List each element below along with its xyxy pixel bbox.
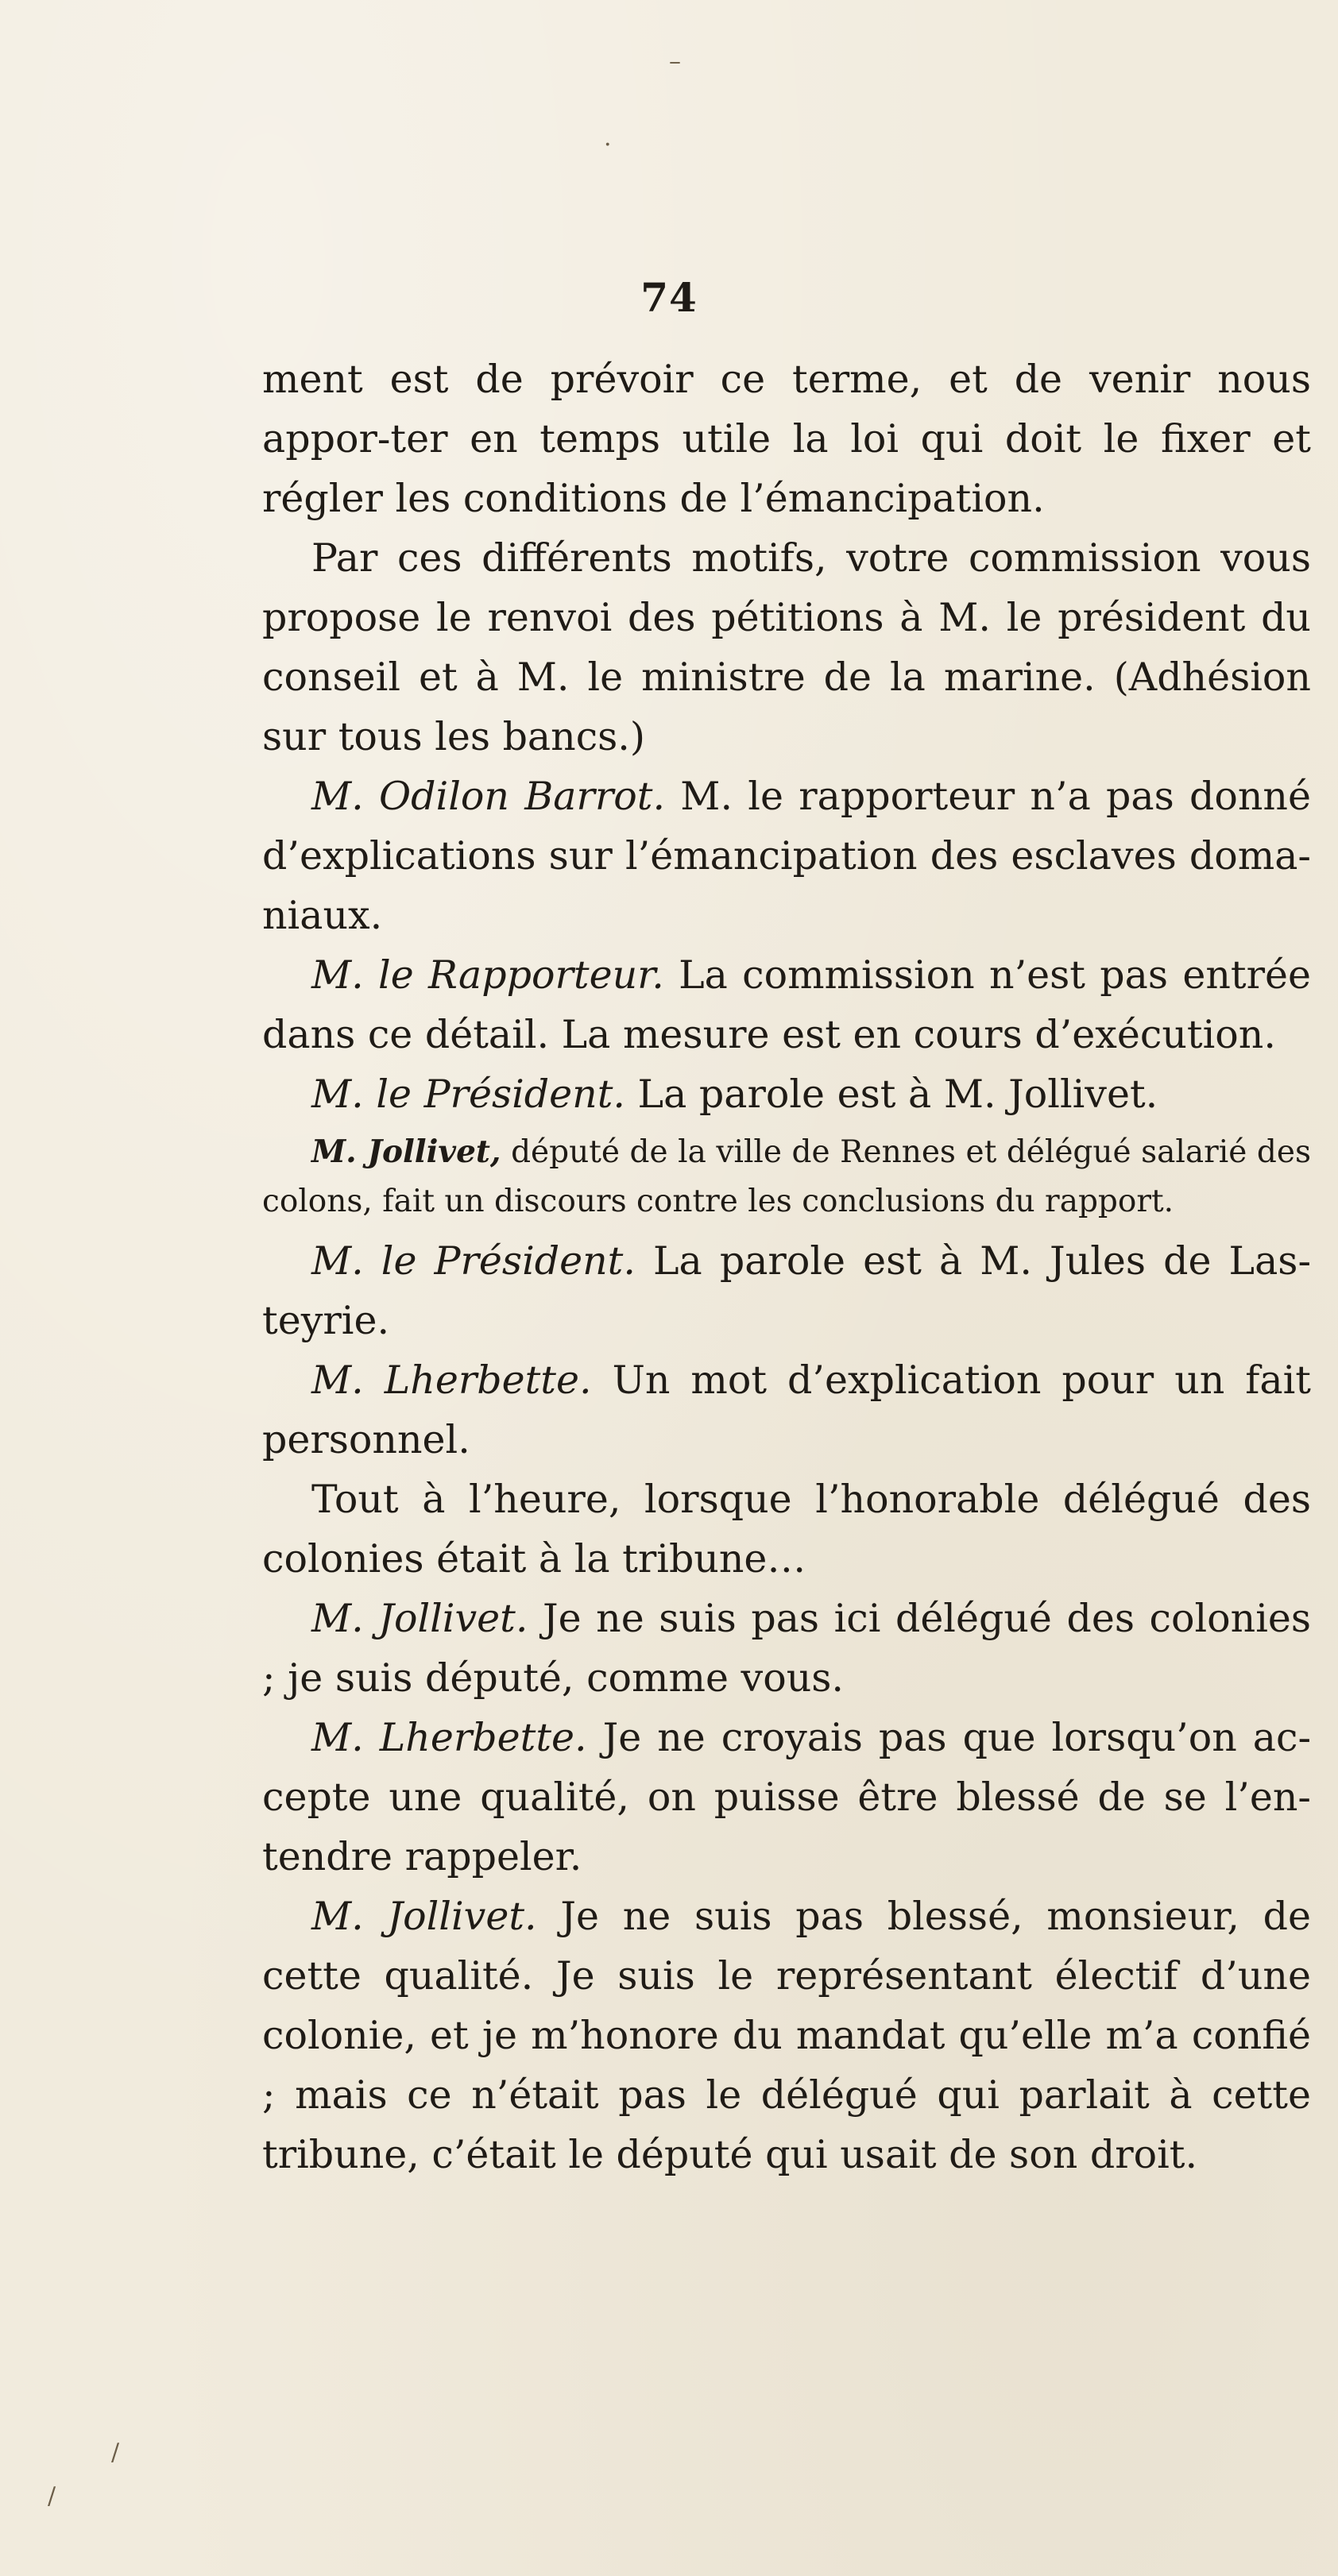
paragraph-text: Je ne croyais pas que lorsqu’on ac-cepte une qualité, on puisse être blessé de se l’en-tendre rappeler. xyxy=(262,1715,1311,1879)
paper-speck: / xyxy=(48,2482,56,2510)
paragraph-12 xyxy=(262,1887,1311,2184)
speaker-name: M. le Président. xyxy=(311,1238,636,1284)
paragraph-text: Je ne suis pas ici délégué des colonies ; je suis député, comme vous. xyxy=(262,1596,1312,1701)
paragraph-2 xyxy=(262,528,1311,767)
paragraph-text: Je ne suis pas blessé, monsieur, de cette qualité. Je suis le représentant électif d’une colonie, et je m’honore du mandat qu’elle m’a confié ; mais ce n’était pas le délégué qui parlait à cette tribune, c’était le député qui usait de son droit. xyxy=(262,1894,1311,2177)
paragraph-text: député de la ville de Rennes et délégué salarié des colons, fait un discours contre les conclusions du rapport. xyxy=(262,1134,1311,1219)
speaker-name: M. Odilon Barrot. xyxy=(311,774,666,819)
paragraph-9 xyxy=(262,1470,1311,1589)
speaker-name: M. Jollivet. xyxy=(311,1596,528,1641)
paragraph-text: M. le rapporteur n’a pas donné d’explications sur l’émancipation des esclaves doma-niaux. xyxy=(262,774,1311,938)
speaker-name: M. Lherbette. xyxy=(311,1715,587,1760)
speaker-name: M. le Rapporteur. xyxy=(311,952,664,998)
paragraph-7 xyxy=(262,1231,1311,1350)
paragraph-3 xyxy=(262,767,1311,945)
paragraph-text: Tout à l’heure, lorsque l’honorable délégué des colonies était à la tribune… xyxy=(262,1477,1311,1582)
page-number: 74 xyxy=(640,274,698,321)
paragraph-text: La parole est à M. Jollivet. xyxy=(637,1072,1158,1117)
paragraph-6-note xyxy=(262,1127,1311,1226)
paragraph-text: La parole est à M. Jules de Las-teyrie. xyxy=(262,1238,1312,1343)
speaker-name: M. Jollivet. xyxy=(311,1894,537,1939)
paper-speck: – xyxy=(669,48,681,75)
paragraph-1 xyxy=(262,350,1311,528)
paragraph-text: La commission n’est pas entrée dans ce détail. La mesure est en cours d’exécution. xyxy=(262,952,1311,1057)
paper-speck: / xyxy=(111,2439,120,2466)
speaker-name: M. Lherbette. xyxy=(311,1358,592,1403)
paragraph-8 xyxy=(262,1350,1311,1470)
page-text xyxy=(262,350,1311,2184)
paragraph-text: Par ces différents motifs, votre commission vous propose le renvoi des pétitions à M. le président du conseil et à M. le ministre de la marine. (Adhésion sur tous les bancs.) xyxy=(262,535,1311,759)
paragraph-5 xyxy=(262,1064,1311,1124)
paragraph-10 xyxy=(262,1589,1311,1708)
speaker-name: M. Jollivet, xyxy=(311,1134,501,1170)
paper-speck: · xyxy=(604,131,612,159)
paragraph-text: ment est de prévoir ce terme, et de venir nous appor-ter en temps utile la loi qui doit le fixer et régler les conditions de l’émancipation. xyxy=(262,357,1311,521)
speaker-name: M. le Président. xyxy=(311,1072,625,1117)
paragraph-text: Un mot d’explication pour un fait personnel. xyxy=(262,1358,1311,1462)
paragraph-4 xyxy=(262,945,1311,1064)
paragraph-11 xyxy=(262,1708,1311,1887)
